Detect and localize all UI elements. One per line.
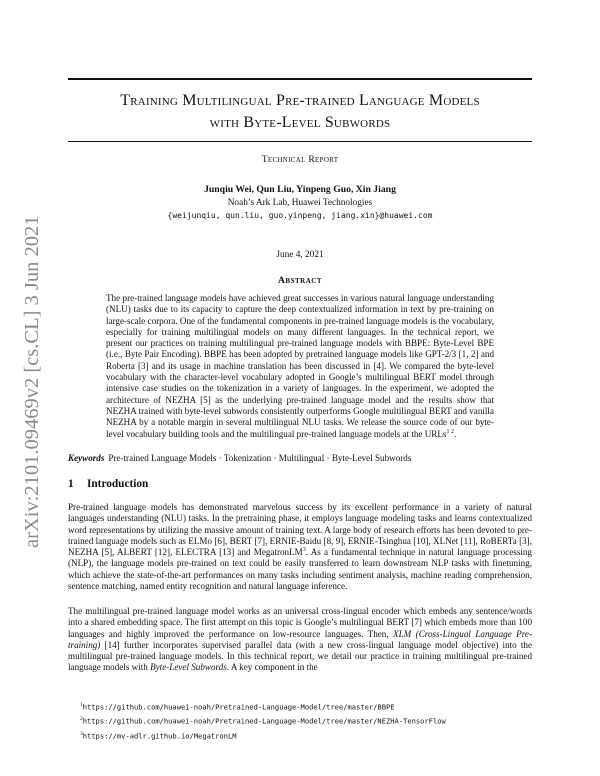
author-list: Junqiu Wei, Qun Liu, Yinpeng Guo, Xin Jiang — [204, 184, 396, 195]
intro-paragraph-2-part-c: . A key component in the — [226, 662, 318, 673]
title-line-1: Training Multilingual Pre-trained Language Models — [120, 92, 480, 109]
affiliation: Noah’s Ark Lab, Huawei Technologies — [227, 198, 373, 208]
intro-paragraph-1-rest: . As a fundamental technique in natural language processing (NLP), the language models pre-trained on text could be easily transferred to learn downstream NLP tasks with finetuning, which achieve the state-of-the-art performances on many tasks including sentiment analysis, machine reading comprehension, sentence matching, named entity recognition and natural language inference. — [68, 547, 532, 592]
footnote-3-url[interactable]: https://mv-adlr.github.io/MegatronLM — [82, 731, 237, 741]
report-type: Technical Report — [261, 154, 339, 165]
intro-paragraph-2-part-b: [14] further incorporates supervised parallel data (with a new cross-lingual language model objective) into the multilingual pre-trained language models. In this technical report, we detail our practice in training multilingual pre-trained language models with — [68, 639, 532, 673]
section-title: Introduction — [87, 478, 149, 490]
title-top-rule — [68, 78, 532, 80]
abstract-text: The pre-trained language models have achieved great successes in various natural language understanding (NLU) tasks due to its capacity to capture the deep contextualized information in text by pre-training on large-scale corpora. One of the fundamental components in pre-trained language models is the vocabulary, especially for training multilingual models on many different languages. In the technical report, we present our practices on training multilingual pre-trained language models with BBPE: Byte-Level BPE (i.e., Byte Pair Encoding). BBPE has been adopted by pretrained language models like GPT-2/3 [1, 2] and Roberta [3] and its usage in machine translation has been discussed in [4]. We compared the byte-level vocabulary with the character-level vocabulary adopted in Google’s multilingual BERT model through intensive case studies on the tokenization in a variety of languages. In the experiment, we adopted the architecture of NEZHA [5] as the underlying pre-trained language model and the results show that NEZHA trained with byte-level subwords consistently outperforms Google multilingual BERT and vanilla NEZHA by a notable margin in several multilingual NLU tasks. We release the source code of our byte-level vocabulary building tools and the multilingual pre-trained language models at the URLs$^{1 2}$. — [106, 293, 494, 439]
footnote-2-mark: 2 — [80, 716, 83, 723]
title-bottom-rule — [68, 141, 532, 142]
section-number: 1 — [68, 478, 74, 490]
keywords-label: Keywords — [68, 453, 105, 463]
intro-paragraph-2-part-a: The multilingual pre-trained language model works as an universal cross-lingual encoder which embeds any sentence/words into a shared embedding space. The first attempt on this topic is Google’s multilingual BERT [7] which embeds more than 100 languages and highly improved the performance on low-resource languages. Then, — [68, 606, 532, 639]
arxiv-stamp — [2, 210, 52, 550]
footnote-1 — [80, 699, 532, 713]
abstract-heading: Abstract — [278, 275, 322, 286]
abstract-body: The pre-trained language models have achieved great successes in various natural language understanding (NLU) tasks due to its capacity to capture the deep contextualized information in text by pre-training on large-scale corpora. One of the fundamental components in pre-trained language models is the vocabulary, especially for training multilingual models on many different languages. In the technical report, we present our practices on training multilingual pre-trained language models with BBPE: Byte-Level BPE (i.e., Byte Pair Encoding). BBPE has been adopted by pretrained language models like GPT-2/3 [1, 2] and Roberta [3] and its usage in machine translation has been discussed in [4]. We compared the byte-level vocabulary with the character-level vocabulary adopted in Google’s multilingual BERT model through intensive case studies on the tokenization in a variety of languages. In the experiment, we adopted the architecture of NEZHA [5] as the underlying pre-trained language model and the results show that NEZHA trained with byte-level subwords consistently outperforms Google multilingual BERT and vanilla NEZHA by a notable margin in several multilingual NLU tasks. We release the source code of our byte-level vocabulary building tools and the multilingual pre-trained language models at the URLs — [106, 293, 494, 439]
arxiv-stamp-text: arXiv:2101.09469v2 [cs.CL] 3 Jun 2021 — [21, 215, 43, 548]
footnote-mark-3: 3 — [302, 547, 306, 554]
footnote-3 — [80, 728, 532, 742]
publication-date: June 4, 2021 — [276, 250, 324, 260]
keywords-list: Pre-trained Language Models · Tokenization · Multilingual · Byte-Level Subwords — [108, 453, 412, 463]
intro-paragraph-2 — [68, 606, 532, 674]
keywords — [68, 453, 532, 463]
title-line-2: with Byte-Level Subwords — [209, 114, 391, 131]
footnote-1-mark: 1 — [80, 702, 83, 708]
author-emails: {weijunqiu, qun.liu, guo.yinpeng, jiang.xin}@huawei.com — [167, 211, 433, 220]
abstract-footnote-marks: 1 2 — [446, 428, 454, 435]
intro-paragraph-1 — [68, 502, 532, 592]
paper-title — [68, 90, 532, 134]
footnote-2-url[interactable]: https://github.com/huawei-noah/Pretrained-Language-Model/tree/master/NEZHA-TensorFlow — [82, 716, 446, 726]
xlm-term: XLM (Cross-Lingual Language Pre-training) — [68, 628, 532, 650]
byte-level-subwords-term: Byte-Level Subwords — [150, 662, 227, 673]
footnote-2 — [80, 713, 532, 727]
footnote-1-url[interactable]: https://github.com/huawei-noah/Pretrained-Language-Model/tree/master/BBPE — [82, 702, 395, 712]
section-heading — [68, 478, 148, 490]
footnotes — [80, 699, 532, 742]
intro-paragraph-1-text: Pre-trained language models has demonstrated marvelous success by its excellent performance in a variety of natural languages understanding (NLU) tasks. In the pretraining phase, it employs language modeling tasks and learns contextualized word representations by utilizing the massive amount of training text. A large body of research efforts has been devoted to pre-trained language models such as ELMo [6], BERT [7], ERNIE-Baidu [8, 9], ERNIE-Tsinghua [10], XLNet [11], RoBERTa [3], NEZHA [5], ALBERT [12], ELECTRA [13] and MegatronLM — [68, 502, 532, 558]
footnote-3-mark: 3 — [80, 730, 83, 737]
